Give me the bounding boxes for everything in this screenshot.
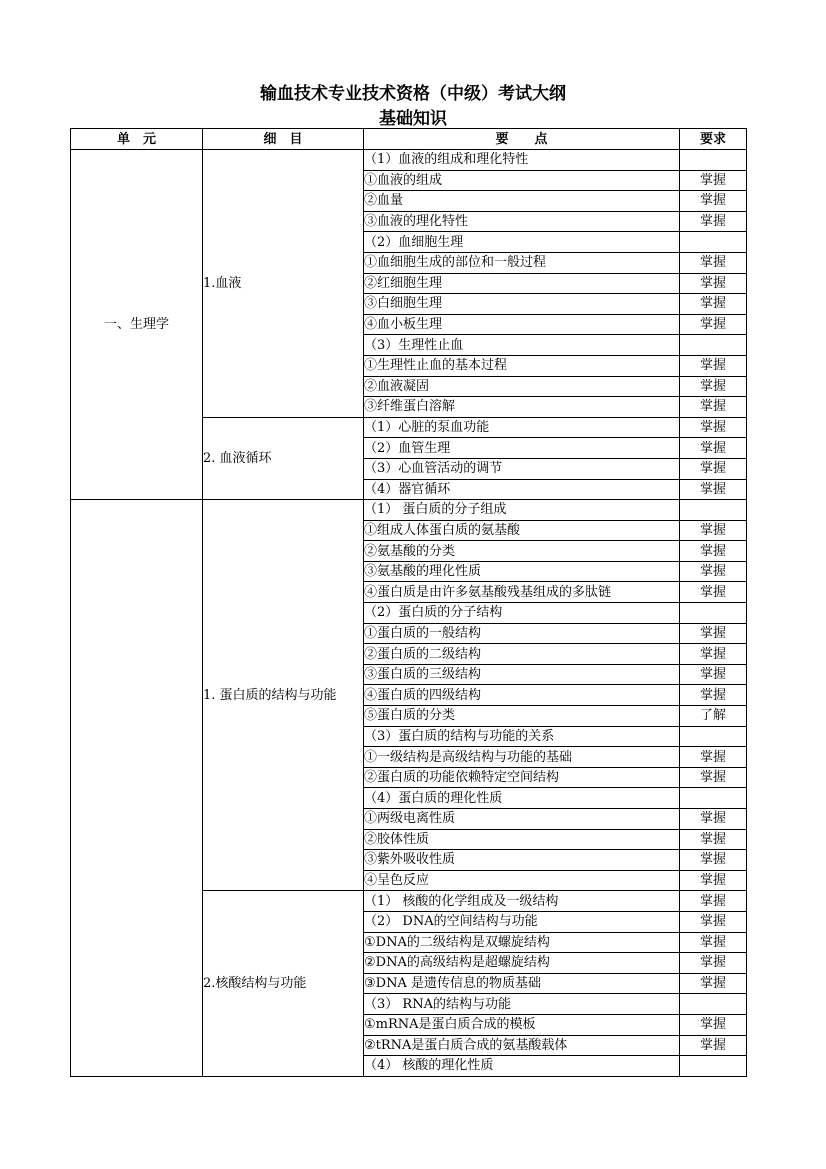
requirement-cell: 掌握 [680,561,747,582]
point-cell: ③氨基酸的理化性质 [364,561,680,582]
document-subtitle: 基础知识 [379,109,447,129]
point-cell: ①血细胞生成的部位和一般过程 [364,252,680,273]
requirement-cell: 掌握 [680,870,747,891]
point-cell: ①组成人体蛋白质的氨基酸 [364,520,680,541]
requirement-cell: 掌握 [680,191,747,212]
point-cell: ③DNA 是遗传信息的物质基础 [364,973,680,994]
point-cell: ③纤维蛋白溶解 [364,397,680,418]
header-row [71,129,747,150]
point-cell: （1） 蛋白质的分子组成 [364,500,680,521]
requirement-cell: 掌握 [680,541,747,562]
requirement-cell [680,726,747,747]
requirement-cell [680,150,747,171]
point-cell: ③紫外吸收性质 [364,850,680,871]
document-title: 输血技术专业技术资格（中级）考试大纲 [260,84,566,104]
requirement-cell: 掌握 [680,397,747,418]
point-cell: ②血液凝固 [364,376,680,397]
point-cell: ①血液的组成 [364,170,680,191]
point-cell: ④呈色反应 [364,870,680,891]
point-cell: ③血液的理化特性 [364,211,680,232]
requirement-cell [680,335,747,356]
point-cell: （4）器官循环 [364,479,680,500]
requirement-cell: 掌握 [680,355,747,376]
requirement-cell: 掌握 [680,623,747,644]
requirement-cell: 掌握 [680,458,747,479]
point-cell: ②氨基酸的分类 [364,541,680,562]
requirement-cell [680,232,747,253]
point-cell: （3） RNA的结构与功能 [364,994,680,1015]
requirement-cell: 掌握 [680,252,747,273]
requirement-cell: 掌握 [680,314,747,335]
point-cell: ②蛋白质的功能依赖特定空间结构 [364,767,680,788]
item-cell: 1. 蛋白质的结构与功能 [203,500,364,891]
point-cell: ①蛋白质的一般结构 [364,623,680,644]
point-cell: ②蛋白质的二级结构 [364,644,680,665]
point-cell: ①mRNA是蛋白质合成的模板 [364,1014,680,1035]
syllabus-table [70,128,747,1077]
requirement-cell: 掌握 [680,685,747,706]
header-unit: 单 元 [71,129,203,150]
requirement-cell: 掌握 [680,273,747,294]
point-cell: （3）生理性止血 [364,335,680,356]
requirement-cell: 了解 [680,706,747,727]
requirement-cell: 掌握 [680,911,747,932]
point-cell: ①生理性止血的基本过程 [364,355,680,376]
requirement-cell: 掌握 [680,376,747,397]
header-requirement: 要求 [680,129,747,150]
point-cell: ④蛋白质的四级结构 [364,685,680,706]
requirement-cell: 掌握 [680,850,747,871]
point-cell: ②DNA的高级结构是超螺旋结构 [364,953,680,974]
point-cell: （3）蛋白质的结构与功能的关系 [364,726,680,747]
requirement-cell: 掌握 [680,809,747,830]
requirement-cell: 掌握 [680,953,747,974]
point-cell: （1）心脏的泵血功能 [364,417,680,438]
table-row [71,150,747,171]
requirement-cell: 掌握 [680,417,747,438]
requirement-cell: 掌握 [680,170,747,191]
point-cell: ④蛋白质是由许多氨基酸残基组成的多肽链 [364,582,680,603]
requirement-cell [680,500,747,521]
unit-cell [71,500,203,1077]
requirement-cell: 掌握 [680,932,747,953]
requirement-cell: 掌握 [680,520,747,541]
point-cell: （1）血液的组成和理化特性 [364,150,680,171]
point-cell: ⑤蛋白质的分类 [364,706,680,727]
unit-cell: 一、生理学 [71,150,203,500]
table-body [71,150,747,1077]
point-cell: ①两级电离性质 [364,809,680,830]
requirement-cell: 掌握 [680,479,747,500]
item-cell: 2. 血液循环 [203,417,364,499]
point-cell: （2）血细胞生理 [364,232,680,253]
requirement-cell [680,788,747,809]
requirement-cell: 掌握 [680,973,747,994]
table-row [71,500,747,521]
point-cell: （3）心血管活动的调节 [364,458,680,479]
requirement-cell: 掌握 [680,1014,747,1035]
requirement-cell: 掌握 [680,747,747,768]
requirement-cell [680,1056,747,1077]
point-cell: （1） 核酸的化学组成及一级结构 [364,891,680,912]
requirement-cell: 掌握 [680,891,747,912]
requirement-cell: 掌握 [680,294,747,315]
point-cell: ①DNA的二级结构是双螺旋结构 [364,932,680,953]
point-cell: （2） DNA的空间结构与功能 [364,911,680,932]
requirement-cell [680,994,747,1015]
point-cell: ③蛋白质的三级结构 [364,664,680,685]
requirement-cell: 掌握 [680,664,747,685]
requirement-cell: 掌握 [680,211,747,232]
requirement-cell: 掌握 [680,767,747,788]
requirement-cell [680,603,747,624]
point-cell: ②红细胞生理 [364,273,680,294]
requirement-cell: 掌握 [680,644,747,665]
point-cell: ②tRNA是蛋白质合成的氨基酸载体 [364,1035,680,1056]
item-cell: 1.血液 [203,150,364,418]
point-cell: ③白细胞生理 [364,294,680,315]
point-cell: ②胶体性质 [364,829,680,850]
point-cell: ②血量 [364,191,680,212]
requirement-cell: 掌握 [680,582,747,603]
point-cell: （4） 核酸的理化性质 [364,1056,680,1077]
requirement-cell: 掌握 [680,438,747,459]
point-cell: ①一级结构是高级结构与功能的基础 [364,747,680,768]
point-cell: ④血小板生理 [364,314,680,335]
item-cell: 2.核酸结构与功能 [203,891,364,1076]
point-cell: （2）血管生理 [364,438,680,459]
point-cell: （2）蛋白质的分子结构 [364,603,680,624]
header-point: 要 点 [364,129,680,150]
header-item: 细 目 [203,129,364,150]
point-cell: （4）蛋白质的理化性质 [364,788,680,809]
requirement-cell: 掌握 [680,1035,747,1056]
requirement-cell: 掌握 [680,829,747,850]
